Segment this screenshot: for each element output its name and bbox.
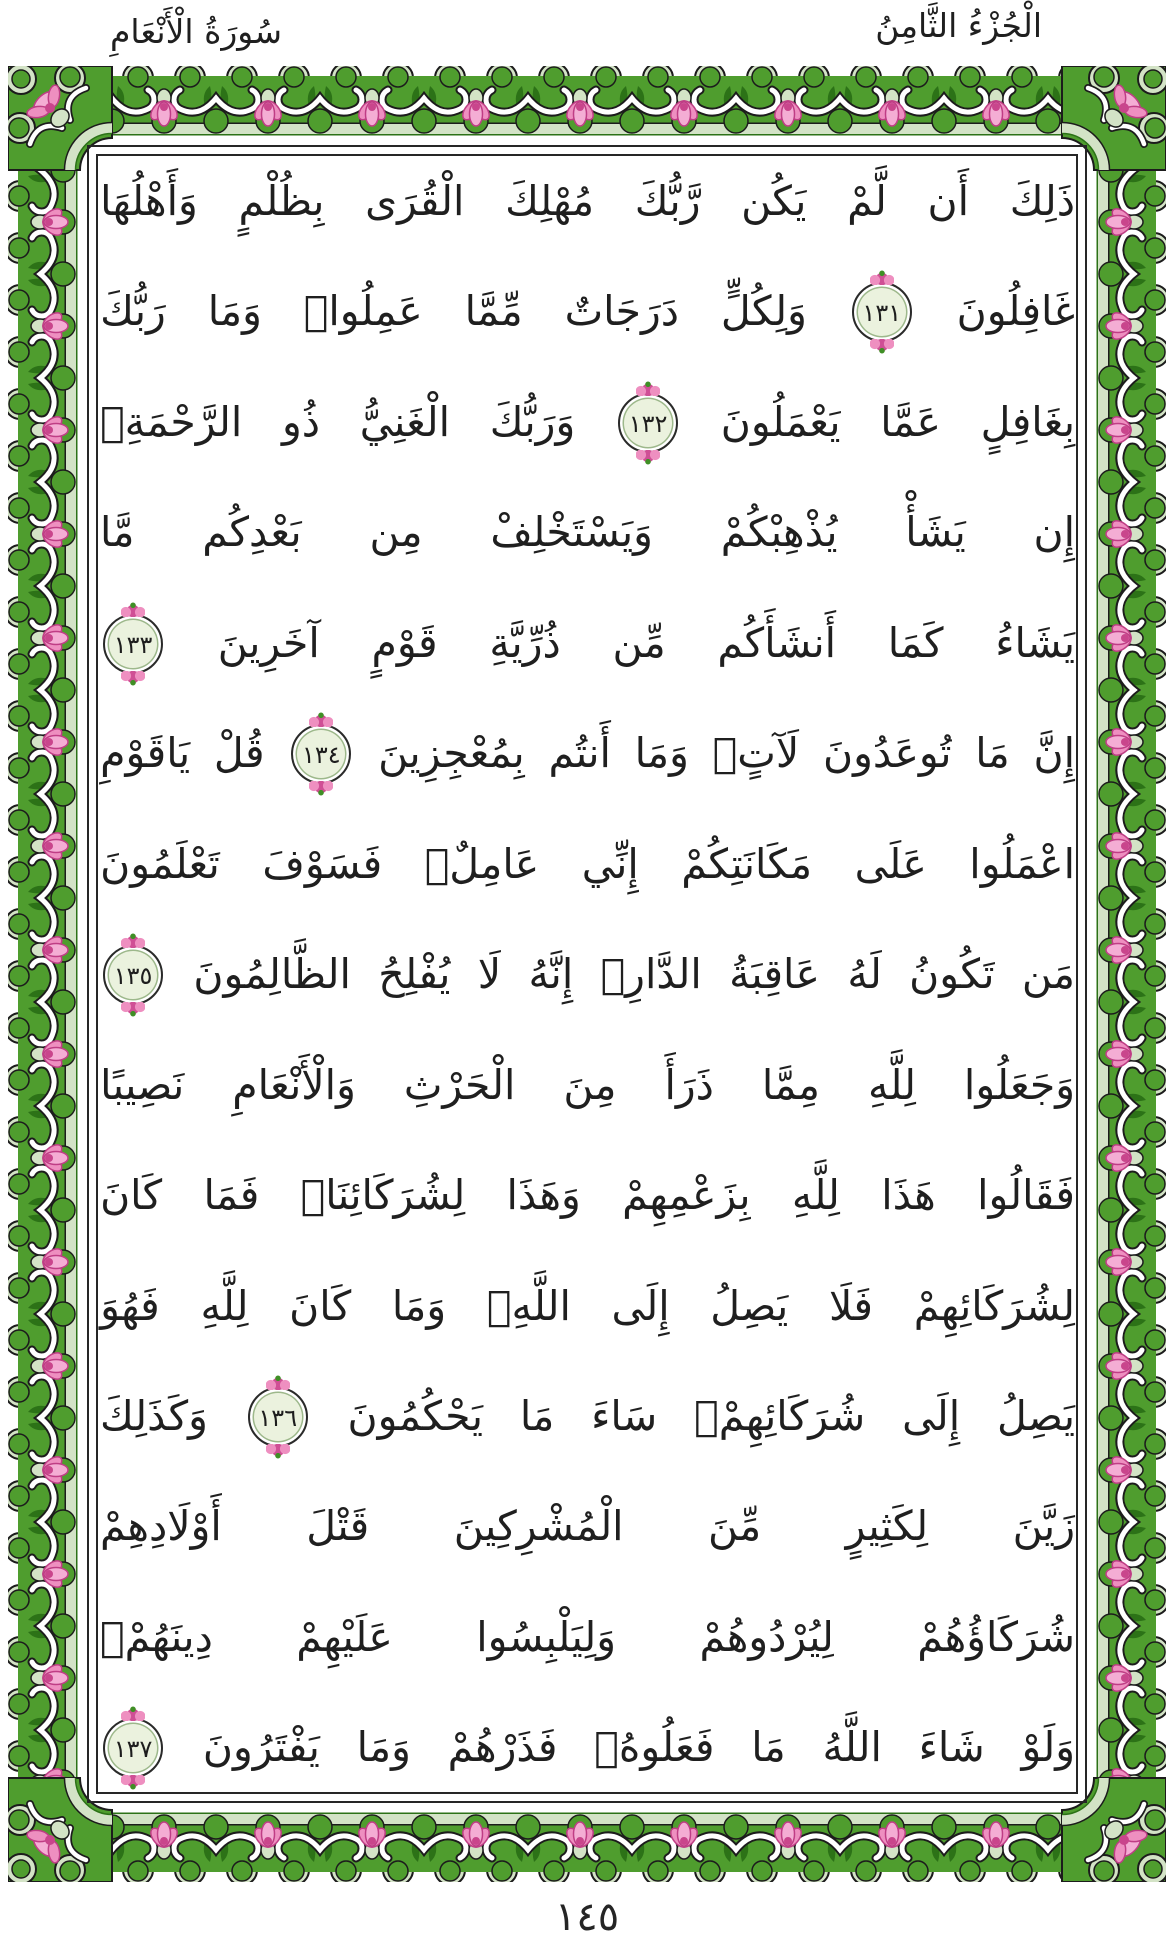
word: أَنتُم xyxy=(548,729,611,778)
word: فَلَا xyxy=(828,1281,874,1330)
word: دِينَهُمْۖ xyxy=(100,1612,213,1661)
word: فَقَالُوا xyxy=(977,1171,1075,1220)
word: ذَلِكَ xyxy=(1009,177,1075,225)
word: مَا xyxy=(975,729,1010,778)
ayah-number: ١٣٣ xyxy=(113,630,153,659)
word: فَذَرْهُمْ xyxy=(447,1723,558,1772)
word: شُرَكَاؤُهُمْ xyxy=(917,1612,1075,1661)
word: وَجَعَلُوا xyxy=(963,1060,1075,1109)
word: لِلَّهِ xyxy=(200,1281,249,1330)
quran-line xyxy=(100,612,1075,676)
word: مَن xyxy=(1021,950,1075,999)
word: تَعْلَمُونَ xyxy=(100,839,220,888)
word: وَمَا xyxy=(356,1723,411,1772)
word: الْقُرَى xyxy=(365,177,465,225)
word: آخَرِينَ xyxy=(217,618,320,667)
word: بَعْدِكُم xyxy=(202,508,302,557)
word: لَا xyxy=(477,950,502,999)
word: بِزَعْمِهِمْ xyxy=(622,1171,751,1220)
ayah-end-marker xyxy=(103,1718,163,1778)
word: لِلَّهِ xyxy=(867,1060,916,1109)
word: عَمَّا xyxy=(880,397,941,446)
word: اللَّهُ xyxy=(822,1723,882,1772)
word: وَلَوْ xyxy=(1021,1723,1075,1772)
word: اعْمَلُوا xyxy=(969,839,1075,888)
ayah-end-marker xyxy=(103,614,163,674)
word: ذُرِّيَّةِ xyxy=(489,618,561,667)
word: يَاقَوْمِ xyxy=(100,729,191,778)
word: لِكَثِيرٍ xyxy=(845,1502,929,1551)
word: عَلَى xyxy=(854,839,927,888)
word: وَرَبُّكَ xyxy=(489,397,576,446)
word: مِنَ xyxy=(563,1060,617,1109)
word: كَمَا xyxy=(887,618,944,667)
word: وَلِكُلٍّ xyxy=(720,287,807,336)
word: اللَّهِۖ xyxy=(486,1281,571,1330)
word: قَتْلَ xyxy=(306,1502,370,1551)
word: إِنِّي xyxy=(581,839,639,888)
word: مَكَانَتِكُمْ xyxy=(681,839,813,888)
word: يَصِلُ xyxy=(996,1391,1075,1440)
word: وَأَهْلُهَا xyxy=(100,177,198,225)
word: يَشَاءُ xyxy=(995,618,1075,667)
quran-line xyxy=(100,1606,1075,1670)
word: يَشَأْ xyxy=(905,508,966,557)
word: وَهَذَا xyxy=(506,1171,581,1220)
word: مَا xyxy=(751,1723,786,1772)
quran-line xyxy=(100,1275,1075,1339)
quran-line xyxy=(100,501,1075,565)
word: الْحَرْثِ xyxy=(403,1060,516,1109)
ayah-end-marker xyxy=(618,393,678,453)
word: دَرَجَاتٌ xyxy=(564,287,680,336)
word: قُلْ xyxy=(213,729,265,778)
word: بِمُعْجِزِينَ xyxy=(378,729,525,778)
word: أَنشَأَكُم xyxy=(717,618,837,667)
quran-line xyxy=(100,943,1075,1007)
word: لِشُرَكَائِهِمْ xyxy=(913,1281,1075,1330)
word: لَّمْ xyxy=(847,177,887,225)
word: عَامِلٌۖ xyxy=(424,839,540,888)
quran-line xyxy=(100,833,1075,897)
word: وَمَا xyxy=(391,1281,447,1330)
word: وَمَا xyxy=(207,287,262,336)
juz-label: الْجُزْءُ الثَّامِنُ xyxy=(875,6,1042,45)
ayah-end-marker xyxy=(852,282,912,342)
word: سَاءَ xyxy=(591,1391,658,1440)
ayah-number: ١٣٤ xyxy=(302,741,341,770)
word: يَفْتَرُونَ xyxy=(202,1723,320,1772)
surah-label: سُورَةُ الْأَنْعَامِ xyxy=(110,12,282,51)
quran-line xyxy=(100,722,1075,786)
quran-text-block xyxy=(100,170,1075,1780)
word: فَهُوَ xyxy=(100,1281,160,1330)
word: فَمَا xyxy=(203,1171,260,1220)
word: مِن xyxy=(369,508,423,557)
word: لَهُ xyxy=(847,950,882,999)
word: فَسَوْفَ xyxy=(262,839,383,888)
ayah-end-marker xyxy=(291,724,351,784)
ayah-end-marker xyxy=(248,1387,308,1447)
word: مِّنَ xyxy=(708,1502,762,1551)
word: وَكَذَلِكَ xyxy=(100,1391,208,1440)
word: لِيُرْدُوهُمْ xyxy=(699,1612,834,1661)
word: يَحْكُمُونَ xyxy=(347,1391,484,1440)
word: يُذْهِبْكُمْ xyxy=(720,508,838,557)
ayah-number: ١٣٦ xyxy=(258,1403,298,1432)
word: مِّمَّا xyxy=(464,287,523,336)
word: بِغَافِلٍ xyxy=(980,397,1075,446)
word: فَعَلُوهُۖ xyxy=(594,1723,715,1772)
quran-line xyxy=(100,1164,1075,1228)
word: نَصِيبًا xyxy=(100,1060,185,1109)
word: زَيَّنَ xyxy=(1012,1502,1075,1551)
quran-line xyxy=(100,1716,1075,1780)
word: مِّن xyxy=(612,618,666,667)
word: لِشُرَكَائِنَاۖ xyxy=(300,1171,466,1220)
word: وَلِيَلْبِسُوا xyxy=(476,1612,617,1661)
quran-line xyxy=(100,280,1075,344)
word: قَوْمٍ xyxy=(371,618,438,667)
word: وَالْأَنْعَامِ xyxy=(232,1060,356,1109)
word: الرَّحْمَةِۚ xyxy=(100,397,243,446)
word: مَّا xyxy=(100,508,135,557)
word: تُوعَدُونَ xyxy=(823,729,952,778)
quran-line xyxy=(100,170,1075,234)
word: ذُو xyxy=(281,397,321,446)
word: لِلَّهِ xyxy=(791,1171,840,1220)
word: إِن xyxy=(1033,508,1075,557)
word: لَآتٍۖ xyxy=(712,729,800,778)
word: يُفْلِحُ xyxy=(378,950,451,999)
word: إِنَّ xyxy=(1033,729,1075,778)
word: تَكُونُ xyxy=(909,950,995,999)
quran-line xyxy=(100,1385,1075,1449)
word: ذَرَأَ xyxy=(664,1060,714,1109)
word: يَعْمَلُونَ xyxy=(720,397,841,446)
word: عَلَيْهِمْ xyxy=(296,1612,393,1661)
word: مِمَّا xyxy=(761,1060,820,1109)
word: غَافِلُونَ xyxy=(956,287,1075,336)
quran-line xyxy=(100,1495,1075,1559)
word: وَيَسْتَخْلِفْ xyxy=(490,508,653,557)
ayah-number: ١٣٥ xyxy=(113,961,153,990)
word: رَّبُّكَ xyxy=(634,177,701,225)
word: أَوْلَادِهِمْ xyxy=(100,1502,222,1551)
word: شَاءَ xyxy=(918,1723,985,1772)
word: كَانَ xyxy=(289,1281,352,1330)
word: أَن xyxy=(927,177,970,225)
quran-line xyxy=(100,1054,1075,1118)
word: يَكُن xyxy=(741,177,807,225)
word: إِلَى xyxy=(611,1281,670,1330)
word: الْغَنِيُّ xyxy=(359,397,450,446)
quran-line xyxy=(100,391,1075,455)
ayah-number: ١٣٧ xyxy=(113,1735,153,1764)
word: مَا xyxy=(519,1391,555,1440)
ayah-number: ١٣٢ xyxy=(628,409,668,438)
word: يَصِلُ xyxy=(710,1281,789,1330)
word: وَمَا xyxy=(634,729,689,778)
word: عَمِلُواۚ xyxy=(303,287,423,336)
word: عَاقِبَةُ xyxy=(729,950,821,999)
word: إِلَى xyxy=(902,1391,961,1440)
word: شُرَكَائِهِمْۗ xyxy=(694,1391,866,1440)
word: الْمُشْرِكِينَ xyxy=(453,1502,624,1551)
word: كَانَ xyxy=(100,1171,163,1220)
word: بِظُلْمٍ xyxy=(238,177,325,225)
ayah-end-marker xyxy=(103,945,163,1005)
word: مُهْلِكَ xyxy=(505,177,595,225)
ayah-number: ١٣١ xyxy=(862,299,902,328)
word: الظَّالِمُونَ xyxy=(193,950,351,999)
word: إِنَّهُ xyxy=(528,950,574,999)
word: الدَّارِۚ xyxy=(600,950,702,999)
word: هَذَا xyxy=(881,1171,936,1220)
page-header xyxy=(0,0,1174,64)
word: رَبُّكَ xyxy=(100,287,166,336)
page-number: ١٤٥ xyxy=(554,1894,620,1940)
